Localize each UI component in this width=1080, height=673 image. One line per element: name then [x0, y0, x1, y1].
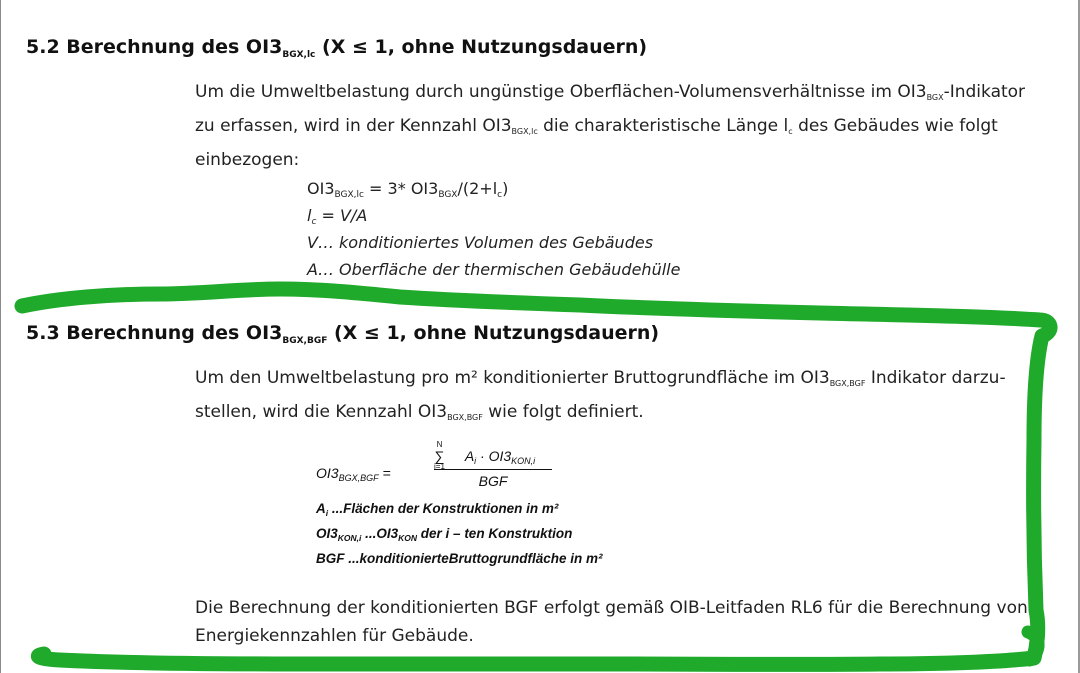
subscript: BGX,BGF: [829, 379, 866, 388]
formula-line: [307, 175, 680, 202]
section-5-3-heading: [26, 322, 659, 346]
definition-line: BGF ...konditionierteBruttogrundfläche in m²: [316, 551, 603, 566]
sum-upper-limit: N: [436, 440, 443, 449]
section-title-suffix: (X ≤ 1, ohne Nutzungsdauern): [322, 36, 648, 58]
para-line: [195, 78, 1035, 112]
subscript: KON,i: [337, 533, 362, 543]
text: Indikator darzu-: [865, 368, 1006, 388]
equals: =: [378, 465, 391, 481]
para-line: Die Berechnung der konditionierten BGF erfolgt gemäß OIB-Leitfaden RL6 für die Berechnung von: [195, 598, 1028, 618]
para-line: [195, 398, 1035, 432]
para-line: [195, 364, 1035, 398]
definition-line: [316, 496, 603, 521]
section-number: 5.2: [26, 36, 60, 58]
section-5-2-formula: [307, 175, 680, 283]
subscript: KON: [398, 533, 418, 543]
section-5-3-paragraph: [195, 364, 1035, 432]
definition-line: [316, 521, 603, 546]
subscript: i: [325, 508, 329, 518]
text: Um die Umweltbelastung durch ungünstige Oberflächen-Volumensverhältnisse im OI3: [195, 82, 927, 102]
text: = 3* OI3: [363, 179, 439, 198]
formula-lhs: [316, 465, 391, 483]
text: der i – ten Konstruktion: [417, 526, 573, 541]
formula-line: V… konditioniertes Volumen des Gebäudes: [307, 233, 654, 252]
text: OI3: [316, 465, 339, 481]
text: A: [316, 501, 326, 516]
para-line: [195, 112, 1035, 146]
title-subscript: BGX,lc: [282, 50, 316, 60]
formula-fraction: [434, 440, 552, 492]
subscript: BGX,lc: [334, 190, 364, 200]
formula-line: A… Oberfläche der thermischen Gebäudehülle: [307, 260, 681, 279]
sum-lower-limit: i=1: [434, 462, 445, 471]
text: zu erfassen, wird in der Kennzahl OI3: [195, 116, 512, 136]
subscript: BGX,BGF: [338, 473, 379, 483]
text: · OI3: [476, 448, 512, 464]
text: OI3: [316, 526, 338, 541]
section-title: Berechnung des OI3: [66, 36, 283, 58]
text: -Indikator: [943, 82, 1026, 102]
sigma: ∑: [434, 448, 445, 464]
text: ): [502, 179, 509, 198]
text: /(2+l: [457, 179, 498, 198]
section-5-2-heading: [26, 36, 647, 60]
section-title-suffix: (X ≤ 1, ohne Nutzungsdauern): [333, 322, 660, 344]
para-line: Energiekennzahlen für Gebäude.: [195, 626, 474, 646]
text: stellen, wird die Kennzahl OI3: [195, 402, 448, 422]
sum-symbol: [434, 441, 445, 471]
title-subscript: BGX,BGF: [282, 336, 328, 346]
page-left-edge: [0, 0, 1, 673]
subscript: BGX,BGF: [447, 413, 483, 422]
text: A: [464, 448, 475, 464]
subscript: BGX: [926, 93, 944, 102]
text: OI3: [307, 179, 335, 198]
subscript: i: [474, 456, 477, 466]
section-5-3-definitions: [316, 496, 603, 571]
formula-line: [307, 202, 680, 229]
text: Um den Umweltbelastung pro m² konditionierter Bruttogrundfläche im OI3: [195, 368, 830, 388]
subscript: BGX,lc: [511, 127, 538, 136]
subscript: c: [311, 217, 317, 227]
text: ...OI3: [361, 526, 399, 541]
text: die charakteristische Länge l: [537, 116, 789, 136]
section-number: 5.3: [26, 322, 60, 344]
para-line: einbezogen:: [195, 150, 300, 170]
text: l: [307, 206, 312, 225]
subscript: KON,i: [511, 456, 536, 466]
section-5-2-paragraph: [195, 78, 1035, 174]
text: wie folgt definiert.: [482, 402, 644, 422]
section-title: Berechnung des OI3: [66, 322, 283, 344]
subscript: BGX: [438, 190, 458, 200]
text: ...Flächen der Konstruktionen in m²: [328, 501, 559, 516]
fraction-numerator: [434, 440, 552, 471]
fraction-denominator: BGF: [478, 473, 508, 489]
text: = V/A: [316, 206, 368, 225]
closing-paragraph: [195, 594, 1035, 650]
subscript: c: [788, 127, 793, 136]
subscript: c: [497, 190, 503, 200]
text: des Gebäudes wie folgt: [792, 116, 998, 136]
